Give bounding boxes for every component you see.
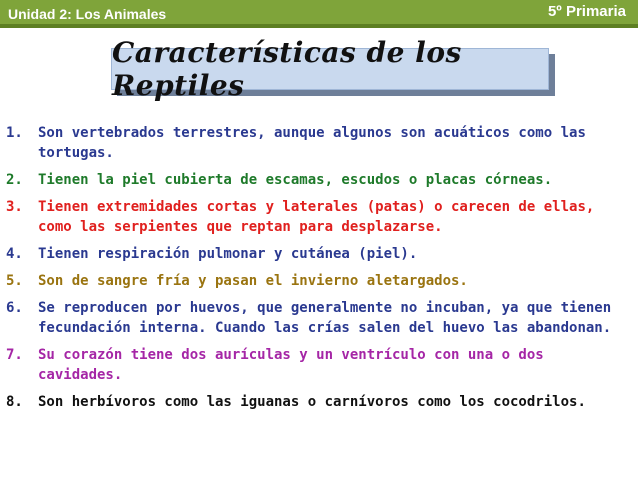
item-text: Son vertebrados terrestres, aunque algunos son acuáticos como las tortugas.: [38, 125, 586, 161]
list-item: [6, 123, 626, 163]
item-number: 5.: [6, 273, 23, 289]
item-number: 1.: [6, 125, 23, 141]
item-number: 4.: [6, 246, 23, 262]
list-item: [6, 197, 626, 237]
item-number: 3.: [6, 199, 23, 215]
list-item: [6, 345, 626, 385]
item-text: Tienen la piel cubierta de escamas, escudos o placas córneas.: [38, 172, 553, 188]
title-box: [111, 36, 549, 102]
list-item: [6, 392, 626, 412]
characteristics-list: [6, 123, 626, 419]
item-number: 7.: [6, 347, 23, 363]
item-number: 6.: [6, 300, 23, 316]
item-text: Tienen respiración pulmonar y cutánea (piel).: [38, 246, 418, 262]
item-text: Se reproducen por huevos, que generalmente no incuban, ya que tienen fecundación interna. Cuando las crías salen del huevo las abandonan.: [38, 300, 612, 336]
item-text: Son de sangre fría y pasan el invierno aletargados.: [38, 273, 468, 289]
item-text: Son herbívoros como las iguanas o carnívoros como los cocodrilos.: [38, 394, 586, 410]
item-number: 2.: [6, 172, 23, 188]
list-item: [6, 271, 626, 291]
unit-label: Unidad 2: Los Animales: [8, 6, 167, 22]
list-item: [6, 170, 626, 190]
item-text: Tienen extremidades cortas y laterales (patas) o carecen de ellas, como las serpientes que reptan para desplazarse.: [38, 199, 595, 235]
grade-label: 5º Primaria: [547, 3, 626, 20]
list-item: [6, 244, 626, 264]
item-number: 8.: [6, 394, 23, 410]
page-title: Características de los Reptiles: [112, 36, 462, 102]
list-item: [6, 298, 626, 338]
item-text: Su corazón tiene dos aurículas y un ventrículo con una o dos cavidades.: [38, 347, 544, 383]
header-bar: [0, 0, 638, 28]
